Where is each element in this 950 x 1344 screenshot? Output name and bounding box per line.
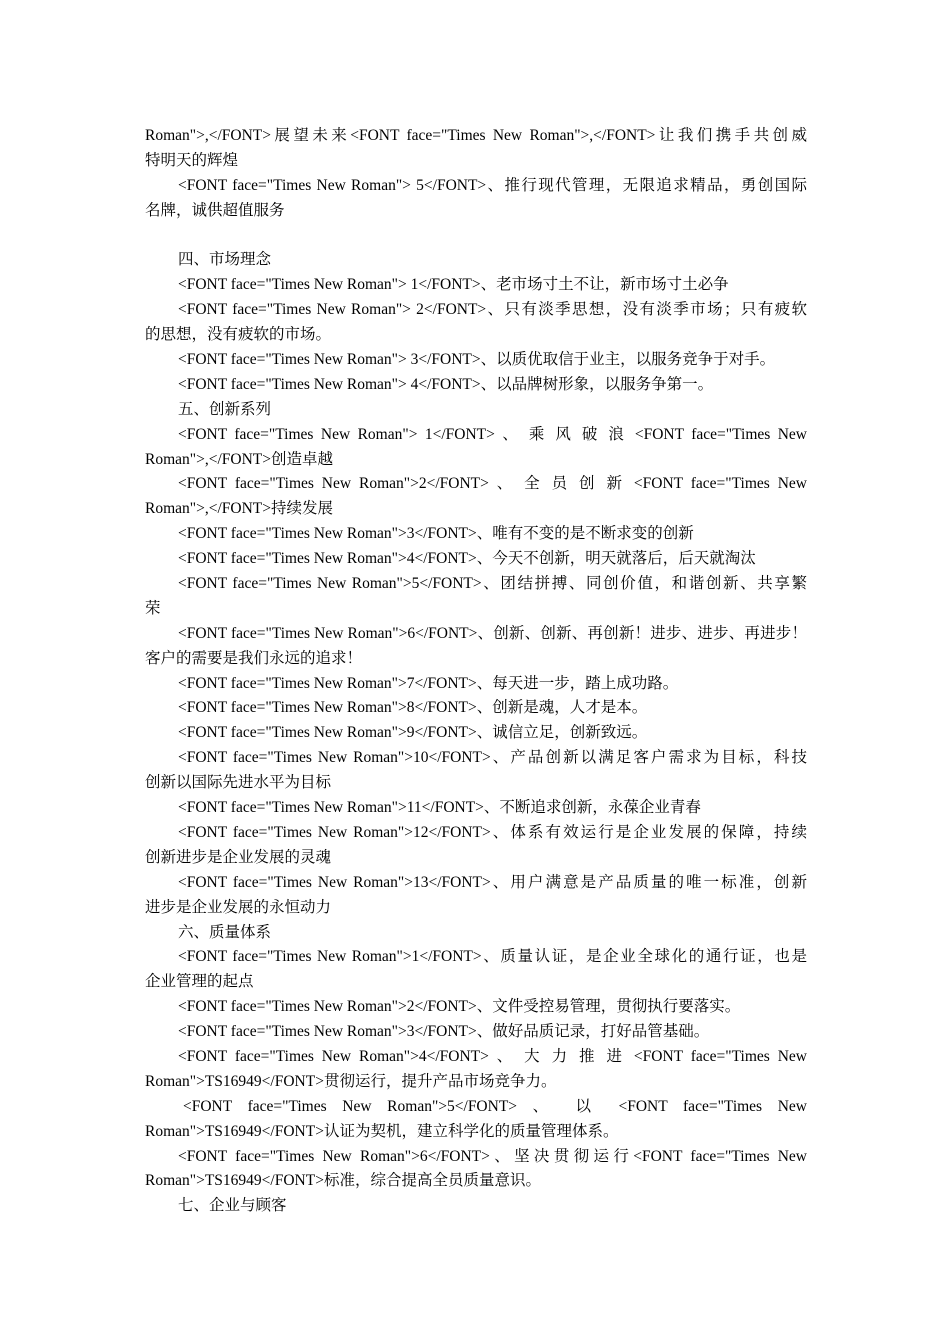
text-line: <FONT face="Times New Roman">12</FONT>、体系有效运行是企业发展的保障，持续 [178,823,807,841]
text-line: Roman">TS16949</FONT>标准，综合提高全员质量意识。 [145,1172,541,1190]
text-line: 七、企业与顾客 [178,1197,287,1215]
text-line: Roman">TS16949</FONT>贯彻运行，提升产品市场竞争力。 [145,1072,557,1090]
text-line: Roman">,</FONT>持续发展 [145,500,333,518]
text-line: <FONT face="Times New Roman">11</FONT>、不断追求创新，永葆企业青春 [178,799,701,817]
text-line: <FONT face="Times New Roman">9</FONT>、诚信立足，创新致远。 [178,724,648,742]
text-line: 四、市场理念 [178,251,272,269]
text-line: <FONT face="Times New Roman"> 3</FONT>、以质优取信于业主，以服务竞争于对手。 [178,351,776,369]
text-line: 荣 [145,599,161,617]
text-line: 客户的需要是我们永远的追求！ [145,649,363,667]
text-line: <FONT face="Times New Roman">13</FONT>、用户满意是产品质量的唯一标准，创新 [178,873,807,891]
text-line: <FONT face="Times New Roman"> 4</FONT>、以品牌树形象，以服务争第一。 [178,375,714,393]
text-line: <FONT face="Times New Roman">2</FONT> 、 全 员 创 新 <FONT face="Times New [178,475,807,493]
text-line: <FONT face="Times New Roman">4</FONT>、今天不创新，明天就落后，后天就淘汰 [178,550,756,568]
text-line: <FONT face="Times New Roman">5</FONT>、团结拼搏、同创价值，和谐创新、共享繁 [178,575,807,593]
text-line: <FONT face="Times New Roman">8</FONT>、创新是魂，人才是本。 [178,699,648,717]
text-line: 创新进步是企业发展的灵魂 [145,848,332,866]
text-line: <FONT face="Times New Roman">7</FONT>、每天进一步，踏上成功路。 [178,674,679,692]
text-line: <FONT face="Times New Roman">1</FONT>、质量认证，是企业全球化的通行证，也是 [178,948,807,966]
text-line: <FONT face="Times New Roman">6</FONT>、创新、创新、再创新！进步、进步、再进步！ [178,624,807,642]
blank-line [145,224,807,249]
text-line: <FONT face="Times New Roman">2</FONT>、文件受控易管理，贯彻执行要落实。 [178,998,741,1016]
text-line: <FONT face="Times New Roman">6</FONT>、坚决贯彻运行<FONT face="Times New [178,1147,807,1165]
text-line: <FONT face="Times New Roman"> 1</FONT> 、 乘 风 破 浪 <FONT face="Times New [178,425,807,443]
text-line: <FONT face="Times New Roman"> 5</FONT>、推行现代管理，无限追求精品，勇创国际 [178,176,807,194]
text-line: Roman">,</FONT>创造卓越 [145,450,333,468]
text-line: Roman">TS16949</FONT>认证为契机，建立科学化的质量管理体系。 [145,1122,619,1140]
text-line: 创新以国际先进水平为目标 [145,774,332,792]
text-line: 特明天的辉煌 [145,151,239,169]
text-line: <FONT face="Times New Roman">4</FONT> 、 大 力 推 进 <FONT face="Times New [178,1047,807,1065]
text-line: 五、创新系列 [178,400,272,418]
text-line: 企业管理的起点 [145,973,254,991]
text-line: <FONT face="Times New Roman"> 1</FONT>、老市场寸土不让，新市场寸土必争 [178,276,729,294]
text-line: <FONT face="Times New Roman">3</FONT>、做好品质记录，打好品管基础。 [178,1023,710,1041]
text-line: 名牌，诚供超值服务 [145,201,285,219]
text-line: 进步是企业发展的永恒动力 [145,898,332,916]
text-line: <FONT face="Times New Roman"> 2</FONT>、只有淡季思想，没有淡季市场；只有疲软 [178,301,807,319]
text-line: 的思想，没有疲软的市场。 [145,326,332,344]
text-line: <FONT face="Times New Roman">10</FONT>、产品创新以满足客户需求为目标，科技 [178,749,807,767]
text-line: 六、质量体系 [178,923,272,941]
text-line: <FONT face="Times New Roman">5</FONT> 、 以 <FONT face="Times New [183,1097,807,1115]
text-line: Roman">,</FONT>展望未来<FONT face="Times New Roman">,</FONT>让我们携手共创威 [145,127,807,144]
document-body [145,124,807,1219]
text-line: <FONT face="Times New Roman">3</FONT>、唯有不变的是不断求变的创新 [178,525,694,543]
